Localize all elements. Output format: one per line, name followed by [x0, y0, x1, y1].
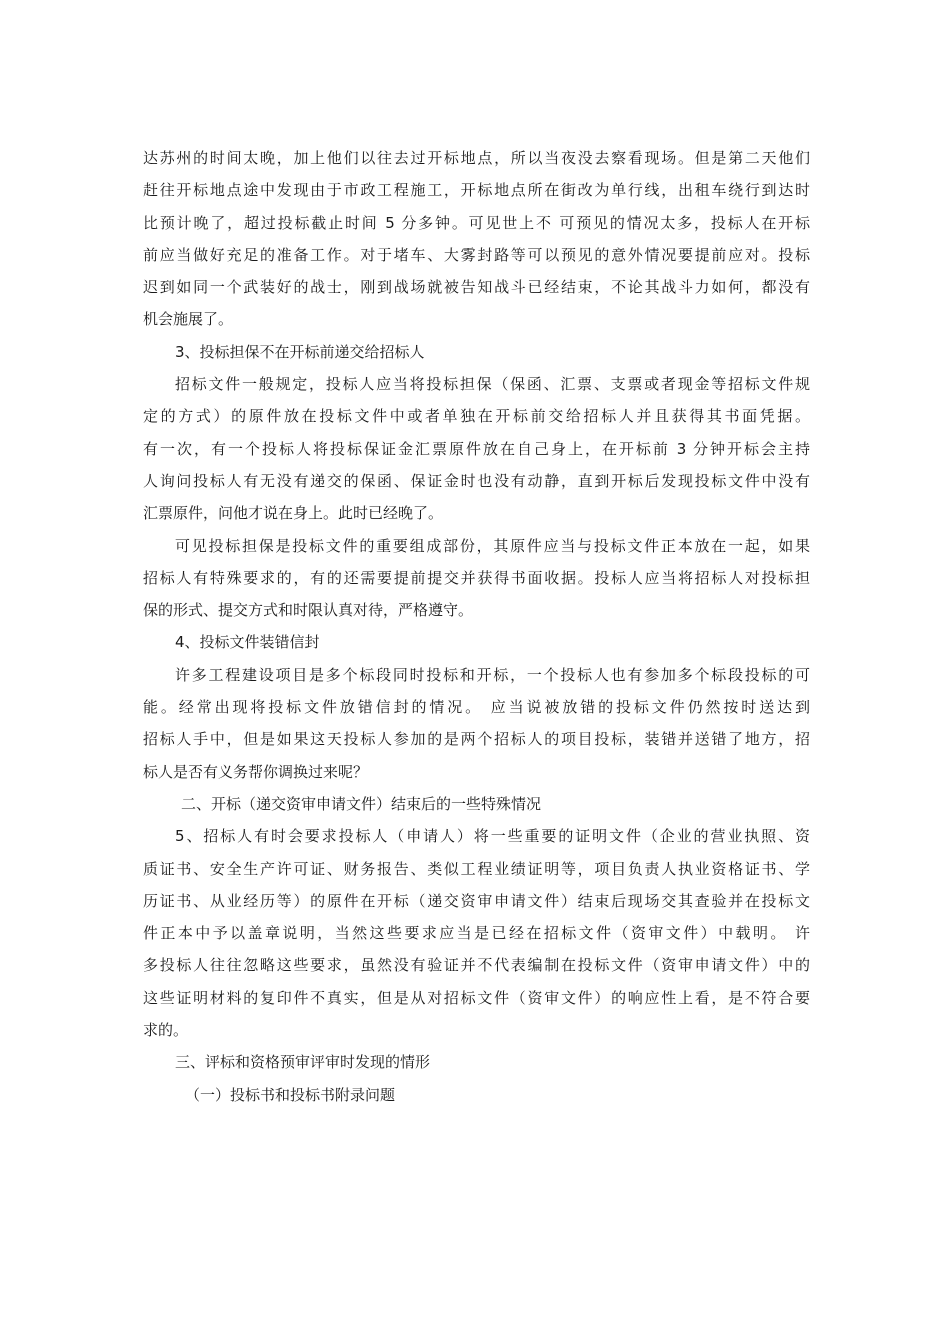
text-line: 定的方式）的原件放在投标文件中或者单独在开标前交给招标人并且获得其书面凭据。 — [143, 407, 810, 426]
text-line: 汇票原件，问他才说在身上。此时已经晚了。 — [143, 504, 444, 523]
document-body — [143, 142, 810, 1111]
text-line: 二、开标（递交资审申请文件）结束后的一些特殊情况 — [181, 794, 542, 813]
text-line: 多投标人往往忽略这些要求，虽然没有验证并不代表编制在投标文件（资审申请文件）中的 — [143, 956, 810, 975]
text-line: 前应当做好充足的准备工作。对于堵车、大雾封路等可以预见的意外情况要提前应对。投标 — [143, 245, 810, 264]
text-line: 达苏州的时间太晚，加上他们以往去过开标地点，所以当夜没去察看现场。但是第二天他们 — [143, 149, 810, 167]
text-line: 招标文件一般规定，投标人应当将投标担保（保函、汇票、支票或者现金等招标文件规 — [175, 375, 810, 394]
text-line: 历证书、从业经历等）的原件在开标（递交资审申请文件）结束后现场交其查验并在投标文 — [143, 891, 810, 910]
text-line: （一）投标书和投标书附录问题 — [185, 1085, 396, 1104]
text-line: 可见投标担保是投标文件的重要组成部份，其原件应当与投标文件正本放在一起，如果 — [175, 536, 810, 555]
text-line: 比预计晚了，超过投标截止时间 5 分多钟。可见世上不 可预见的情况太多，投标人在开标 — [143, 213, 810, 232]
text-line: 3、投标担保不在开标前递交给招标人 — [175, 342, 425, 361]
text-line: 质证书、安全生产许可证、财务报告、类似工程业绩证明等，项目负责人执业资格证书、学 — [143, 859, 810, 878]
text-line: 迟到如同一个武装好的战士，刚到战场就被告知战斗已经结束，不论其战斗力如何，都没有 — [143, 278, 810, 297]
text-line: 招标人有特殊要求的，有的还需要提前提交并获得书面收据。投标人应当将招标人对投标担 — [143, 568, 810, 587]
text-line: 机会施展了。 — [143, 310, 234, 329]
text-line: 保的形式、提交方式和时限认真对待，严格遵守。 — [143, 601, 474, 620]
text-line: 求的。 — [143, 1021, 189, 1040]
text-line: 4、投标文件装错信封 — [175, 633, 320, 652]
text-line: 招标人手中，但是如果这天投标人参加的是两个招标人的项目投标，装错并送错了地方，招 — [143, 730, 810, 749]
text-line: 三、评标和资格预审评审时发现的情形 — [175, 1053, 431, 1072]
text-line: 件正本中予以盖章说明，当然这些要求应当是已经在招标文件（资审文件）中载明。 许 — [143, 924, 810, 943]
text-line: 许多工程建设项目是多个标段同时投标和开标，一个投标人也有参加多个标段投标的可 — [175, 665, 810, 684]
text-line: 有一次，有一个投标人将投标保证金汇票原件放在自己身上，在开标前 3 分钟开标会主持 — [143, 439, 810, 458]
text-line: 标人是否有义务帮你调换过来呢？ — [143, 762, 369, 781]
text-line: 赶往开标地点途中发现由于市政工程施工，开标地点所在街改为单行线，出租车绕行到达时 — [143, 181, 810, 200]
text-line: 能。经常出现将投标文件放错信封的情况。 应当说被放错的投标文件仍然按时送达到 — [143, 698, 810, 717]
text-line: 人询问投标人有无没有递交的保函、保证金时也没有动静，直到开标后发现投标文件中没有 — [143, 471, 810, 490]
text-line: 5、招标人有时会要求投标人（申请人）将一些重要的证明文件（企业的营业执照、资 — [175, 827, 810, 846]
text-line: 这些证明材料的复印件不真实，但是从对招标文件（资审文件）的响应性上看，是不符合要 — [143, 988, 810, 1007]
